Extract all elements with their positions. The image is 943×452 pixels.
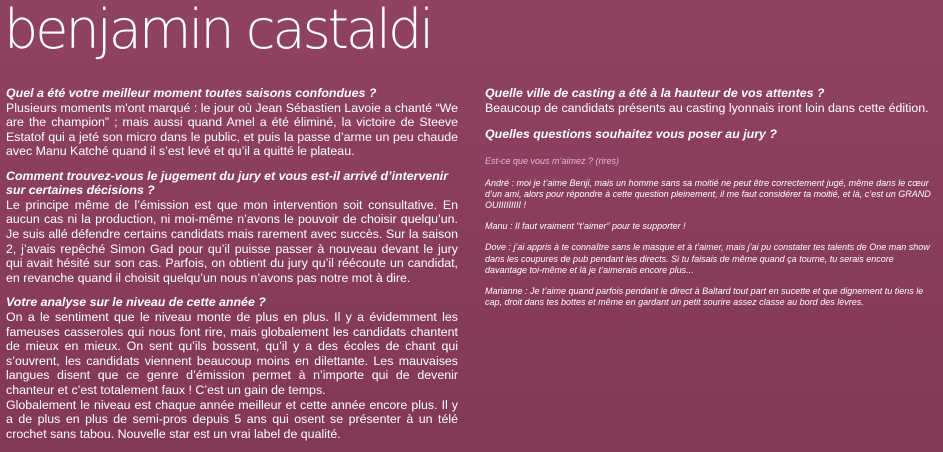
jury-answer-manu: Manu : Il faut vraiment “t’aimer” pour te supporter ! <box>485 221 686 232</box>
question-casting-city: Quelle ville de casting a été à la hauteur de vos attentes ? <box>485 86 825 100</box>
jury-question: Est-ce que vous m’aimez ? (rires) <box>485 155 620 166</box>
left-column <box>6 86 458 441</box>
jury-answer-marianne: Marianne : Je t’aime quand parfois pendant le direct à Baltard tout part en sucette et que dignement tu tiens le cap, droit dans tes bottes et même en gardant un petit sourire assez classe au bord des lèvres. <box>485 286 924 308</box>
answer-level-analysis-continued: Globalement le niveau est chaque année meilleur et cette année encore plus. Il y a de plus en plus de semi-pros depuis 5 ans qui osent se présenter à un télé crochet sans tabou. Nouvelle star est un vrai label de qualité. <box>6 397 458 441</box>
answer-casting-city: Beaucoup de candidats présents au casting lyonnais iront loin dans cette édition. <box>485 100 929 115</box>
question-best-moment: Quel a été votre meilleur moment toutes saisons confondues ? <box>6 86 377 100</box>
answer-level-analysis: On a le sentiment que le niveau monte de plus en plus. Il y a évidemment les fameuses casseroles qui nous font rire, mais globalement les candidats chantent de mieux en mieux. On sent qu’ils bossent, qu’il y a des écoles de chant qui s’ouvrent, les candidats viennent beaucoup moins en dilettante. Les mauvaises langues disent que ce genre d’émission permet à n’importe qui de devenir chanteur et c’est totalement faux ! C’est un gain de temps. <box>6 309 458 397</box>
question-level-analysis: Votre analyse sur le niveau de cette année ? <box>6 295 266 310</box>
jury-answer-andre: André : moi je t’aime Benji, mais un homme sans sa moitié ne peut être correctement jugé, même dans le cœur d’un ami, alors pour répondre à cette question pleinement, il me faut considérer ta moitié, et là, c’est un GRAND OUIIIIIIIII ! <box>485 177 931 210</box>
answer-best-moment: Plusieurs moments m'ont marqué : le jour où Jean Sébastien Lavoie a chanté “We are the champion” ; mais aussi quand Amel a été éliminé, la victoire de Steeve Estatof qui a jeté son micro dans le public, et puis la passe d’arme un peu chaude avec Manu Katché quand il s’est levé et qu’il a quitté le plateau. <box>6 100 458 159</box>
question-jury-judgment: Comment trouvez-vous le jugement du jury et vous est-il arrivé d’intervenir sur certaines décisions ? <box>6 168 449 198</box>
answer-jury-judgment: Le principe même de l’émission est que mon intervention soit consultative. En aucun cas ni la production, ni moi-même n’avons le pouvoir de choisir quelqu’un. Je suis allé défendre certains candidats mais rarement avec succès. Sur la saison 2, j’avais repêché Simon Gad pour qu’il puisse passer à nouveau devant le jury qui avait hésité sur son cas. Parfois, on obtient du jury qu’il réécoute un candidat, en revanche quand il choisit quelqu’un nous n’avons pas notre mot à dire. <box>6 197 458 285</box>
page-title: benjamin castaldi <box>4 0 432 61</box>
right-column <box>485 86 937 308</box>
question-for-jury: Quelles questions souhaitez vous poser au jury ? <box>485 127 777 142</box>
jury-answer-dove: Dove : j’ai appris à te connaître sans le masque et à t’aimer, mais j’ai pu constater tes talents de One man show dans les coupures de pub pendant les directs. Si tu faisais de même quand ça tourne, tu serais encore davantage toi-même et là je t’aimerais encore plus... <box>485 242 930 275</box>
